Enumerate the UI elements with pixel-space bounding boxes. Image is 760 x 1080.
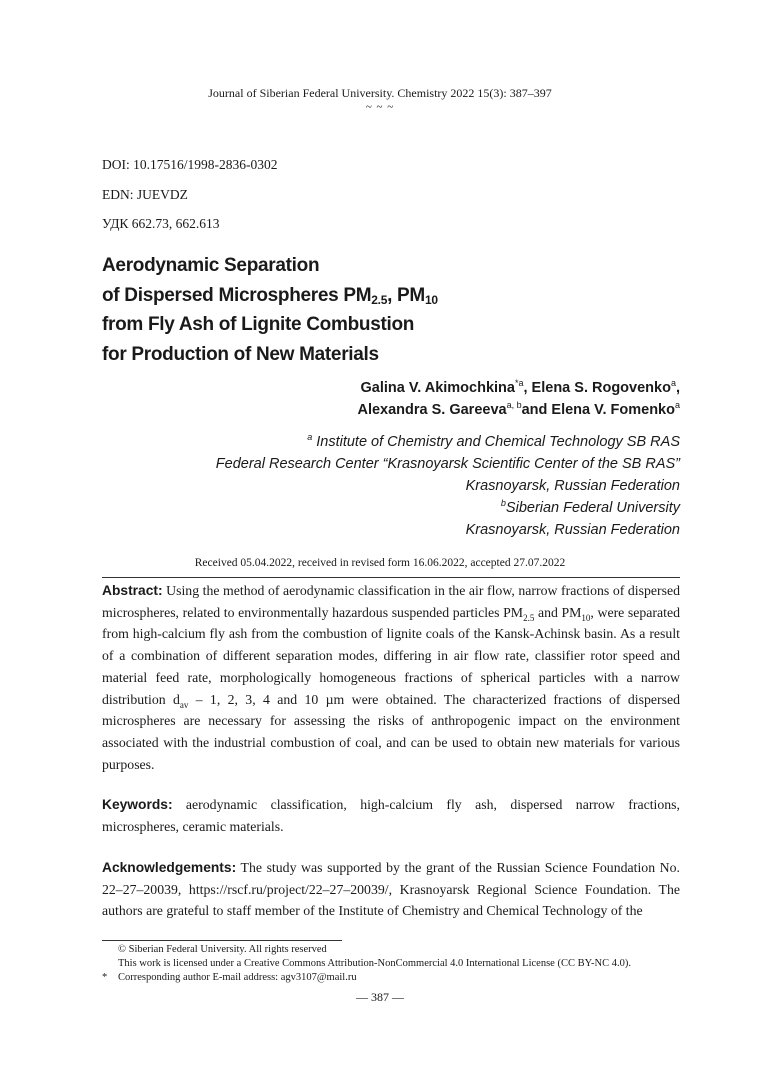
acknowledgements-label: Acknowledgements: bbox=[102, 860, 237, 875]
header-ornament: ~ ~ ~ bbox=[365, 101, 395, 113]
abstract: Abstract: Using the method of aerodynamic classification in the air flow, narrow fractions of dispersed microspheres, related to environmentally hazardous suspended particles $PM_{2.5}$ and $PM_{10}$, were separated from high-calcium fly ash from the combustion of lignite coals of the Kansk-Achinsk basin. As a result of a combination of different separation modes, differing in air flow rate, classifier rotor speed and material feed rate, morphologically homogeneous fractions of spherical particles with a narrow distribution $d_{av} - 1$, 2, 3, 4 and 10 µm were obtained. The characterized fractions of dispersed microspheres are necessary for assessing the risks of anthropogenic impact on the environment associated with the industrial combustion of coal, and can be used to obtain new materials for various purposes. bbox=[102, 583, 680, 772]
affiliations: $^a$ Institute of Chemistry and Chemical Technology SB RAS Federal Research Center “Krasnoyarsk Scientific Center of the SB RAS” Krasnoyarsk, Russian Federation $^b$Siberian Federal University Krasnoyarsk, Russian Federation bbox=[216, 431, 680, 541]
corresponding-author-footnote: * Corresponding author E-mail address: agv3107@mail.ru bbox=[102, 972, 357, 983]
journal-header: Journal of Siberian Federal University. Chemistry 2022 15(3): 387–397 bbox=[208, 86, 552, 100]
doi-line: DOI: 10.17516/1998-2836-0302 bbox=[102, 157, 278, 172]
page-number: — 387 — bbox=[356, 990, 404, 1004]
received-dates: Received 05.04.2022, received in revised form 16.06.2022, accepted 27.07.2022 bbox=[194, 557, 566, 569]
author-name: Alexandra S. Gareeva bbox=[357, 402, 507, 418]
title-line-3: from Fly Ash of Lignite Combustion bbox=[102, 314, 415, 335]
paper-title bbox=[102, 251, 438, 369]
keywords-label: Keywords: bbox=[102, 797, 173, 812]
abstract-rule bbox=[102, 577, 680, 578]
title-line-4: for Production of New Materials bbox=[102, 343, 379, 365]
author-list: Galina V. Akimochkina$^{*a}$, Elena S. Rogovenko$^a$, Alexandra S. Gareeva$^{a, b}$and Elena V. Fomenko$^a$ bbox=[357, 378, 680, 418]
keywords: Keywords: aerodynamic classification, high-calcium fly ash, dispersed narrow fractions, microspheres, ceramic materials. bbox=[102, 797, 680, 834]
copyright-footnote: © Siberian Federal University. All rights reserved bbox=[118, 944, 327, 955]
affiliation-line: Krasnoyarsk, Russian Federation bbox=[465, 522, 680, 538]
title-line-1: Aerodynamic Separation bbox=[102, 255, 320, 276]
edn-line: EDN: JUEVDZ bbox=[102, 187, 188, 202]
author-name: and Elena V. Fomenko bbox=[521, 402, 675, 418]
author-name: Galina V. Akimochkina bbox=[360, 380, 515, 396]
footnote-rule bbox=[102, 940, 342, 941]
acknowledgements: Acknowledgements: The study was supported by the grant of the Russian Science Foundation No. 22–27–20039, https://rscf.ru/project/22–27–20039/, Krasnoyarsk Regional Science Foundation. The authors are grateful to staff member of the Institute of Chemistry and Chemical Technology of the bbox=[102, 860, 680, 919]
affiliation-line: Siberian Federal University bbox=[505, 500, 680, 516]
license-footnote: This work is licensed under a Creative Commons Attribution-NonCommercial 4.0 International License (CC BY-NC 4.0). bbox=[118, 958, 631, 969]
affiliation-line: Federal Research Center “Krasnoyarsk Scientific Center of the SB RAS” bbox=[215, 456, 680, 472]
udk-line: УДК 662.73, 662.613 bbox=[102, 216, 220, 231]
affiliation-line: Krasnoyarsk, Russian Federation bbox=[465, 478, 680, 494]
title-line-2: of Dispersed Microspheres $PM_{2.5}$, $PM_{10}$ bbox=[102, 284, 438, 307]
affiliation-line: Institute of Chemistry and Chemical Technology SB RAS bbox=[312, 434, 680, 450]
abstract-label: Abstract: bbox=[102, 583, 163, 598]
author-name: , Elena S. Rogovenko bbox=[523, 380, 671, 396]
